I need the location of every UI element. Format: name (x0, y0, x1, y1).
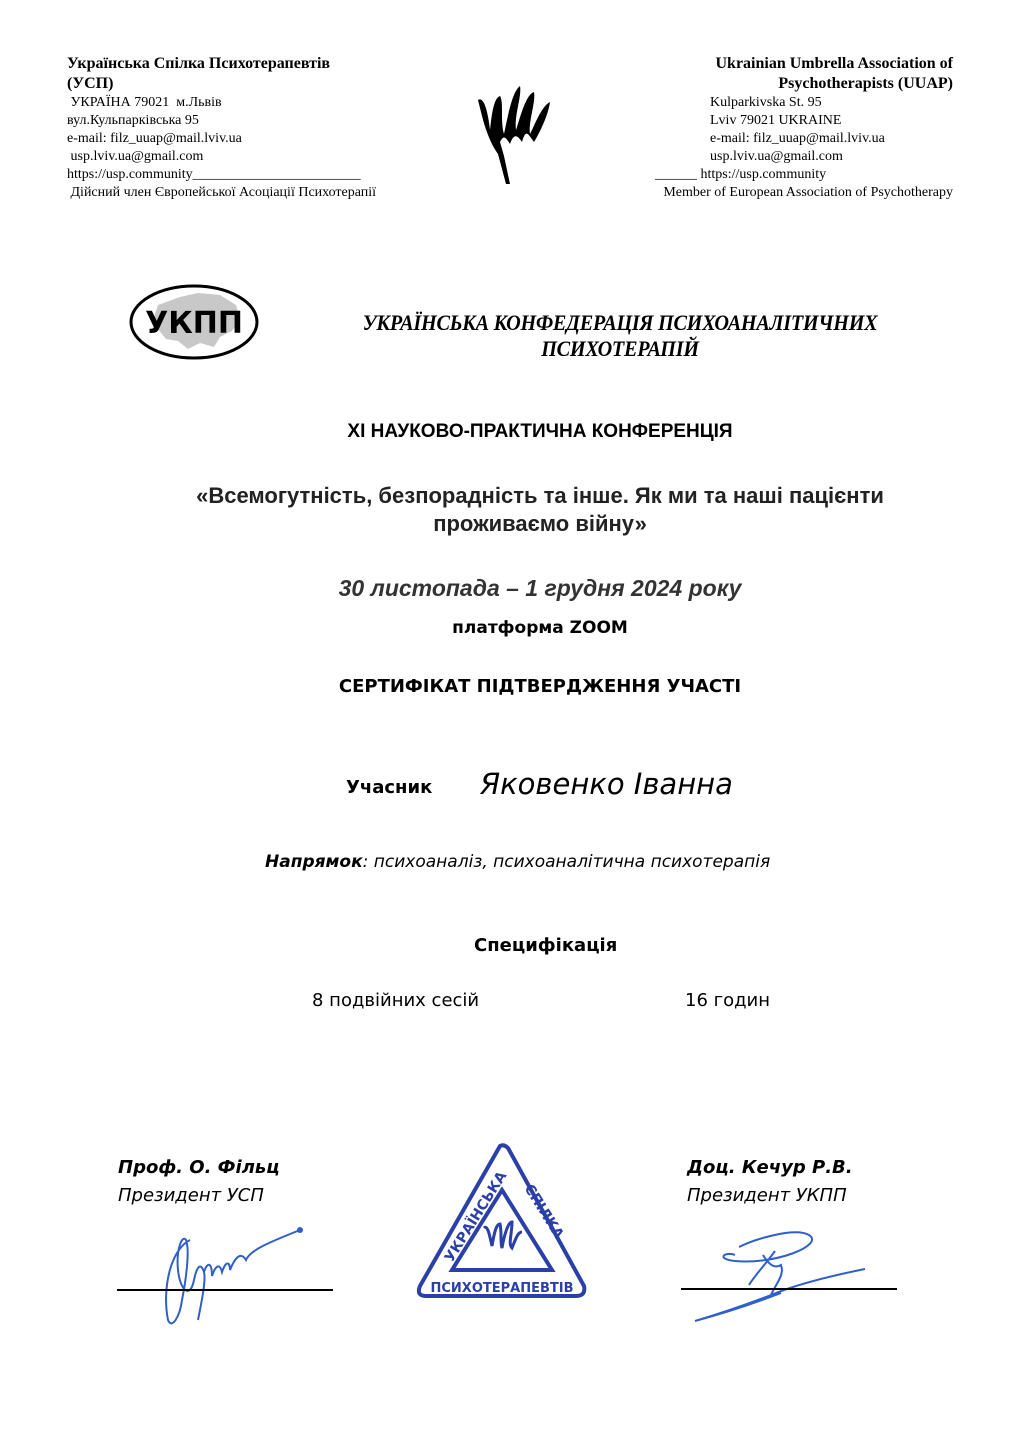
signatory-2-role: Президент УКПП (687, 1185, 847, 1206)
signature-1-line (117, 1289, 333, 1291)
conference-theme (120, 482, 960, 538)
specification-title: Специфікація (474, 935, 618, 956)
membership-ua: Дійсний член Європейської Асоціації Психотерапії (67, 185, 377, 200)
specification-hours: 16 годин (685, 990, 771, 1011)
address-en-line1: Kulparkivska St. 95 (710, 95, 822, 110)
stamp-right-text: СПІЛКА (520, 1181, 567, 1242)
stamp-bottom-text: ПСИХОТЕРАПЕВТІВ (430, 1281, 574, 1296)
conference-theme-line2: проживаємо війну» (433, 511, 647, 536)
participant-label: Учасник (346, 777, 433, 798)
certificate-title: СЕРТИФІКАТ ПІДТВЕРДЖЕННЯ УЧАСТІ (338, 676, 742, 697)
conference-number-title: XI НАУКОВО-ПРАКТИЧНА КОНФЕРЕНЦІЯ (347, 421, 733, 442)
conference-theme-line1: «Всемогутність, безпорадність та інше. Як ми та наші пацієнти (196, 483, 884, 508)
confederation-title-line1: УКРАЇНСЬКА КОНФЕДЕРАЦІЯ ПСИХОАНАЛІТИЧНИХ (362, 310, 878, 335)
email-en-1: e-mail: filz_uuap@mail.lviv.ua (710, 131, 885, 146)
direction-label: Напрямок (265, 852, 363, 872)
email-ua-1: e-mail: filz_uuap@mail.lviv.ua (67, 131, 242, 146)
ukpp-logo-text: УКПП (145, 306, 243, 341)
specification-sessions: 8 подвійних сесій (312, 990, 480, 1011)
stamp-icon (412, 1138, 592, 1308)
address-ua-line2: вул.Кульпарківська 95 (67, 113, 199, 128)
direction-value: : психоаналіз, психоаналітична психотерапія (362, 852, 771, 872)
signature-1-icon (150, 1220, 320, 1335)
stamp-left-text: УКРАЇНСЬКА (441, 1168, 511, 1266)
org-name-ua: Українська Спілка Психотерапевтів (67, 55, 331, 72)
header-left (67, 54, 447, 202)
org-name-en: Ukrainian Umbrella Association of (715, 55, 953, 72)
signature-2-line (681, 1288, 897, 1290)
signatory-2-name: Доц. Кечур Р.В. (687, 1157, 853, 1178)
org-abbr-en: Psychotherapists (UUAP) (778, 75, 953, 92)
email-en-2: usp.lviv.ua@gmail.com (710, 149, 843, 164)
website-ua: https://usp.community________________________ (67, 167, 361, 182)
address-en-line2: Lviv 79021 UKRAINE (710, 113, 842, 128)
confederation-title (307, 310, 933, 362)
conference-platform: платформа ZOOM (452, 618, 628, 638)
org-abbr-ua: (УСП) (67, 75, 114, 92)
signatory-1-name: Проф. О. Фільц (118, 1157, 280, 1178)
conference-dates: 30 листопада – 1 грудня 2024 року (338, 575, 742, 601)
confederation-title-line2: ПСИХОТЕРАПІЙ (541, 336, 699, 361)
direction (265, 852, 770, 872)
address-ua-line1: УКРАЇНА 79021 м.Львів (67, 95, 222, 110)
usp-logo-icon (470, 72, 560, 190)
header-right (593, 54, 953, 202)
membership-en: Member of European Association of Psychotherapy (663, 185, 953, 200)
email-ua-2: usp.lviv.ua@gmail.com (67, 149, 204, 164)
website-en: ______ https://usp.community (655, 167, 827, 182)
signature-2-icon (685, 1225, 885, 1325)
signatory-1-role: Президент УСП (118, 1185, 264, 1206)
ukpp-logo-icon (128, 283, 260, 361)
participant-name: Яковенко Іванна (480, 767, 733, 801)
